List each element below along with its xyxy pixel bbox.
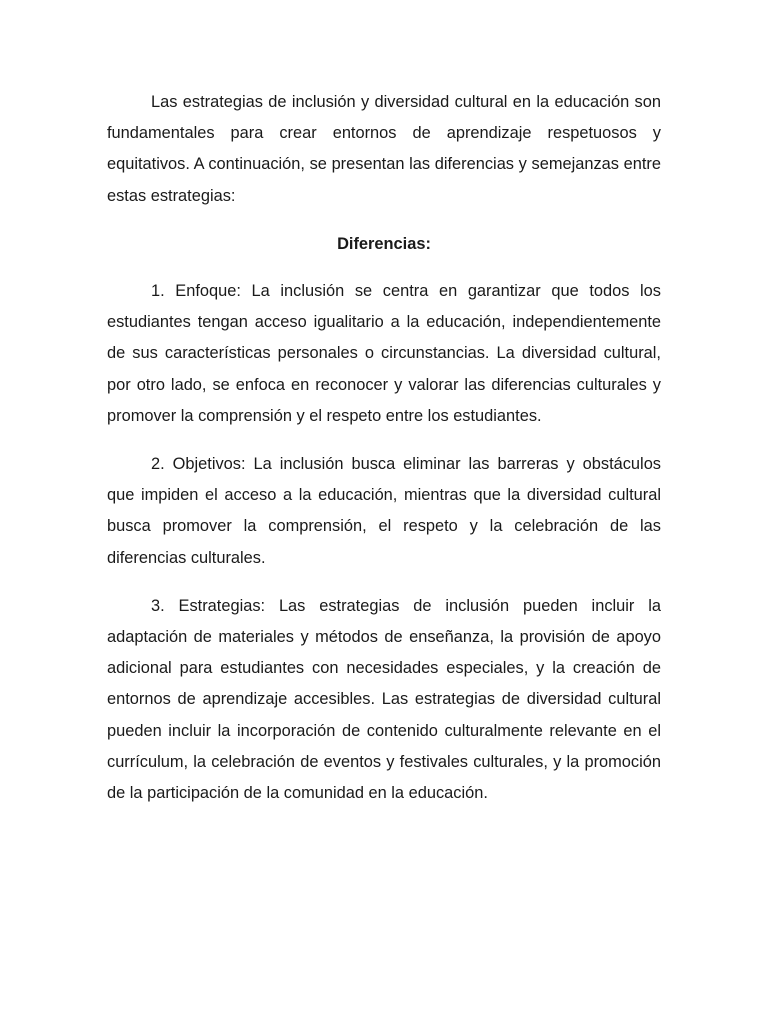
spacer xyxy=(107,574,661,591)
item-enfoque: 1. Enfoque: La inclusión se centra en garantizar que todos los estudiantes tengan acceso igualitario a la educación, independientemente de sus características personales o circunstancias. La diversidad cultural, por otro lado, se enfoca en reconocer y valorar las diferencias culturales y promover la comprensión y el respeto entre los estudiantes. xyxy=(107,282,661,425)
section-heading: Diferencias: xyxy=(337,234,431,253)
spacer xyxy=(107,260,661,276)
spacer xyxy=(107,432,661,449)
item-estrategias: 3. Estrategias: Las estrategias de inclusión pueden incluir la adaptación de materiales y métodos de enseñanza, la provisión de apoyo adicional para estudiantes con necesidades especiales, y la creación de entornos de aprendizaje accesibles. Las estrategias de diversidad cultural pueden incluir la incorporación de contenido culturalmente relevante en el currículum, la celebración de eventos y festivales culturales, y la promoción de la participación de la comunidad en la educación. xyxy=(107,596,661,803)
intro-paragraph: Las estrategias de inclusión y diversidad cultural en la educación son fundamentales para crear entornos de aprendizaje respetuosos y equitativos. A continuación, se presentan las diferencias y semejanzas entre estas estrategias: xyxy=(107,93,661,205)
spacer xyxy=(107,212,661,229)
item-objetivos: 2. Objetivos: La inclusión busca eliminar las barreras y obstáculos que impiden el acceso a la educación, mientras que la diversidad cultural busca promover la comprensión, el respeto y la celebración de las diferencias culturales. xyxy=(107,455,661,567)
